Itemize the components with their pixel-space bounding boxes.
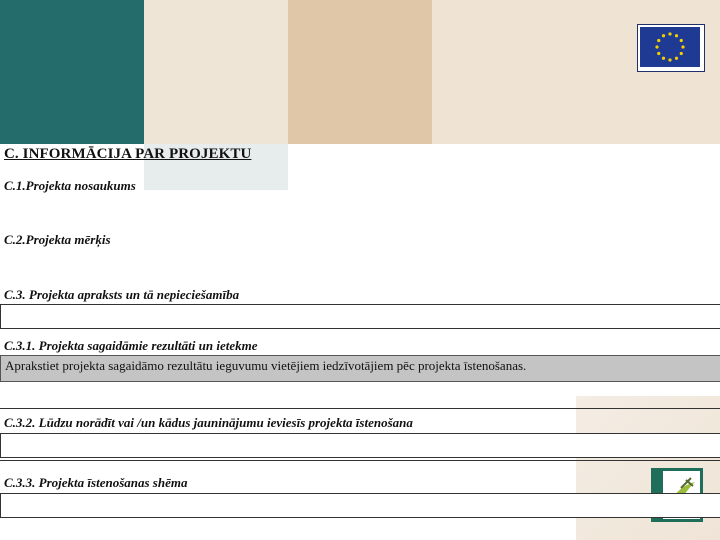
eu-star-icon — [675, 57, 678, 60]
eu-star-icon — [668, 32, 671, 35]
heading-innovations: C.3.2. Lūdzu norādīt vai /un kādus jauninājumu ieviesīs projekta īstenošana — [4, 415, 413, 430]
eu-star-icon — [662, 57, 665, 60]
header-band-cream — [144, 0, 288, 144]
divider-line — [0, 460, 720, 461]
project-description-field[interactable] — [0, 304, 720, 329]
heading-project-goal: C.2.Projekta mērķis — [4, 232, 111, 247]
header-band-tan — [288, 0, 432, 144]
heading-expected-results: C.3.1. Projekta sagaidāmie rezultāti un ietekme — [4, 338, 258, 353]
eu-star-icon — [662, 34, 665, 37]
eu-star-icon — [675, 34, 678, 37]
header-band-beige-right — [576, 0, 720, 144]
eu-star-icon — [680, 39, 683, 42]
eu-star-icon — [680, 52, 683, 55]
eu-star-icon — [681, 45, 684, 48]
innovations-field[interactable] — [0, 433, 720, 458]
eu-star-icon — [655, 45, 658, 48]
section-title: C. INFORMĀCIJA PAR PROJEKTU — [4, 146, 252, 162]
implementation-scheme-field[interactable] — [0, 493, 720, 518]
eu-star-icon — [668, 58, 671, 61]
eu-star-icon — [657, 52, 660, 55]
header-band-beige — [432, 0, 576, 144]
heading-implementation-scheme: C.3.3. Projekta īstenošanas shēma — [4, 475, 188, 490]
heading-project-description: C.3. Projekta apraksts un tā nepieciešamība — [4, 287, 240, 302]
divider-line — [0, 408, 720, 409]
heading-project-name: C.1.Projekta nosaukums — [4, 178, 136, 193]
expected-results-instruction: Aprakstiet projekta sagaidāmo rezultātu ieguvumu vietējiem iedzīvotājiem pēc projekta īstenošanas. — [0, 355, 720, 382]
eu-star-icon — [657, 39, 660, 42]
header-band-teal — [0, 0, 144, 144]
eu-flag-icon — [637, 24, 705, 72]
